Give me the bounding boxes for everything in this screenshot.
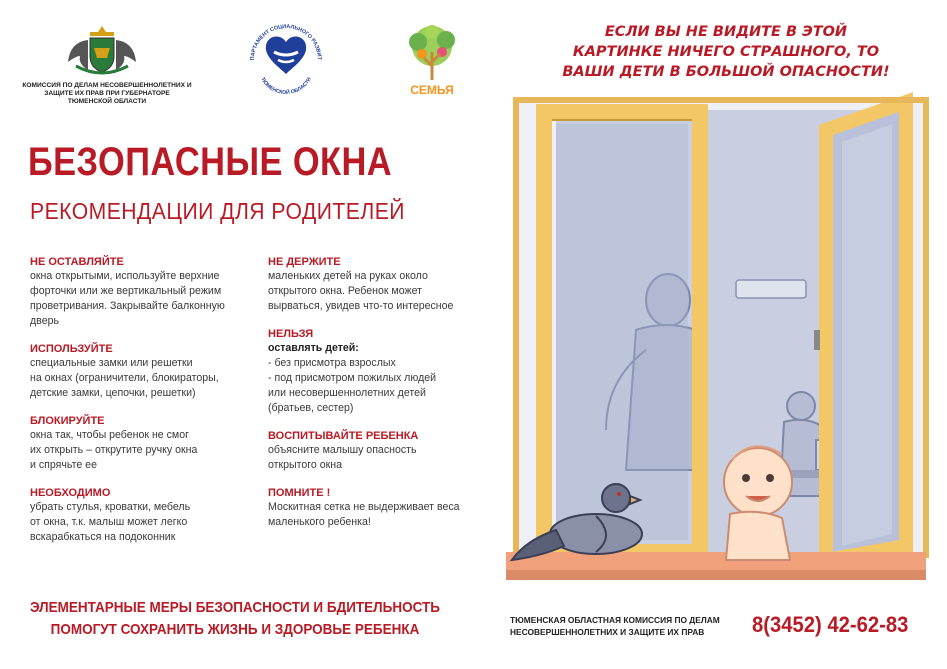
warning-line: ВАШИ ДЕТИ В БОЛЬШОЙ ОПАСНОСТИ!: [562, 64, 890, 80]
warning-line: ЕСЛИ ВЫ НЕ ВИДИТЕ В ЭТОЙ: [604, 24, 848, 40]
recommendation-text: окна так, чтобы ребенок не смог их открыть – открутите ручку окна и спрячьте ее: [30, 429, 198, 471]
recommendation-text: Москитная сетка не выдерживает веса маленького ребенка!: [268, 501, 460, 528]
recommendation-subheading: оставлять детей:: [268, 342, 359, 354]
recommendation-item: [30, 414, 265, 473]
gov-logo-caption: КОМИССИЯ ПО ДЕЛАМ НЕСОВЕРШЕННОЛЕТНИХ И ЗАЩИТЕ ИХ ПРАВ ПРИ ГУБЕРНАТОРЕ ТЮМЕНСКОЙ ОБЛАСТИ: [22, 82, 192, 105]
recommendation-heading: ПОМНИТЕ !: [268, 487, 331, 499]
recommendation-item: [268, 255, 503, 314]
dept-logo-top-text: ПАРТАМЕНТ СОЦИАЛЬНОГО РАЗВИТ: [249, 23, 323, 61]
recommendation-item: [268, 486, 503, 530]
footer-org-line: ТЮМЕНСКАЯ ОБЛАСТНАЯ КОМИССИЯ ПО ДЕЛАМ: [510, 615, 720, 625]
social-development-dept-logo: [244, 18, 328, 102]
open-window-illustration: [496, 90, 933, 592]
recommendation-heading: ИСПОЛЬЗУЙТЕ: [30, 343, 113, 355]
svg-text:ТЮМЕНСКОЙ ОБЛАСТИ: [259, 76, 313, 96]
recommendation-item: [30, 486, 265, 545]
page-title: БЕЗОПАСНЫЕ ОКНА: [28, 140, 392, 184]
recommendation-heading: НЕЛЬЗЯ: [268, 328, 314, 340]
family-logo-text: СЕМЬЯ: [410, 83, 454, 97]
windowsill: [506, 552, 926, 580]
slogan-line: ЭЛЕМЕНТАРНЫЕ МЕРЫ БЕЗОПАСНОСТИ И БДИТЕЛЬНОСТЬ: [30, 599, 440, 616]
recommendation-heading: НЕ ОСТАВЛЯЙТЕ: [30, 256, 124, 268]
family-tree-logo: [396, 22, 468, 100]
footer-org-line: НЕСОВЕРШЕННОЛЕТНИХ И ЗАЩИТЕ ИХ ПРАВ: [510, 627, 705, 637]
recommendation-heading: НЕ ДЕРЖИТЕ: [268, 256, 341, 268]
page-subtitle: РЕКОМЕНДАЦИИ ДЛЯ РОДИТЕЛЕЙ: [30, 198, 405, 224]
recommendation-item: [268, 429, 503, 473]
hotline-phone[interactable]: 8(3452) 42-62-83: [752, 612, 909, 637]
recommendation-text: окна открытыми, используйте верхние форточки или же вертикальный режим проветривания. Закрывайте балконную дверь: [30, 270, 225, 327]
recommendation-text: убрать стулья, кроватки, мебель от окна, т.к. малыш может легко вскарабкаться на подоконник: [30, 501, 191, 543]
footer-organization: [510, 614, 750, 638]
safety-slogan: [28, 597, 442, 641]
right-recommendations: [268, 255, 503, 543]
recommendation-text: маленьких детей на руках около открытого окна. Ребенок может вырваться, увидев что-то интересное: [268, 270, 454, 312]
recommendation-text: объясните малышу опасность открытого окна: [268, 444, 417, 471]
recommendation-text: - без присмотра взрослых - под присмотром пожилых людей или несовершеннолетних детей (братьев, сестер): [268, 357, 437, 414]
warning-headline: [530, 22, 922, 82]
warning-line: КАРТИНКЕ НИЧЕГО СТРАШНОГО, ТО: [572, 44, 880, 60]
slogan-line: ПОМОГУТ СОХРАНИТЬ ЖИЗНЬ И ЗДОРОВЬЕ РЕБЕНКА: [50, 621, 420, 638]
recommendation-item: [268, 327, 503, 416]
recommendation-heading: НЕОБХОДИМО: [30, 487, 111, 499]
tyumen-coat-of-arms-logo: [62, 22, 142, 78]
right-window-sash-open: [814, 102, 906, 560]
recommendation-heading: ВОСПИТЫВАЙТЕ РЕБЕНКА: [268, 430, 419, 442]
recommendation-item: [30, 255, 265, 329]
recommendation-item: [30, 342, 265, 401]
recommendation-heading: БЛОКИРУЙТЕ: [30, 415, 105, 427]
baby-figure: [724, 446, 792, 560]
dept-logo-bottom-text: ТЮМЕНСКОЙ ОБЛАСТИ: [259, 76, 313, 97]
recommendation-text: специальные замки или решетки на окнах (ограничители, блокираторы, детские замки, цепочки, решетки): [30, 357, 219, 399]
left-recommendations: [30, 255, 265, 558]
